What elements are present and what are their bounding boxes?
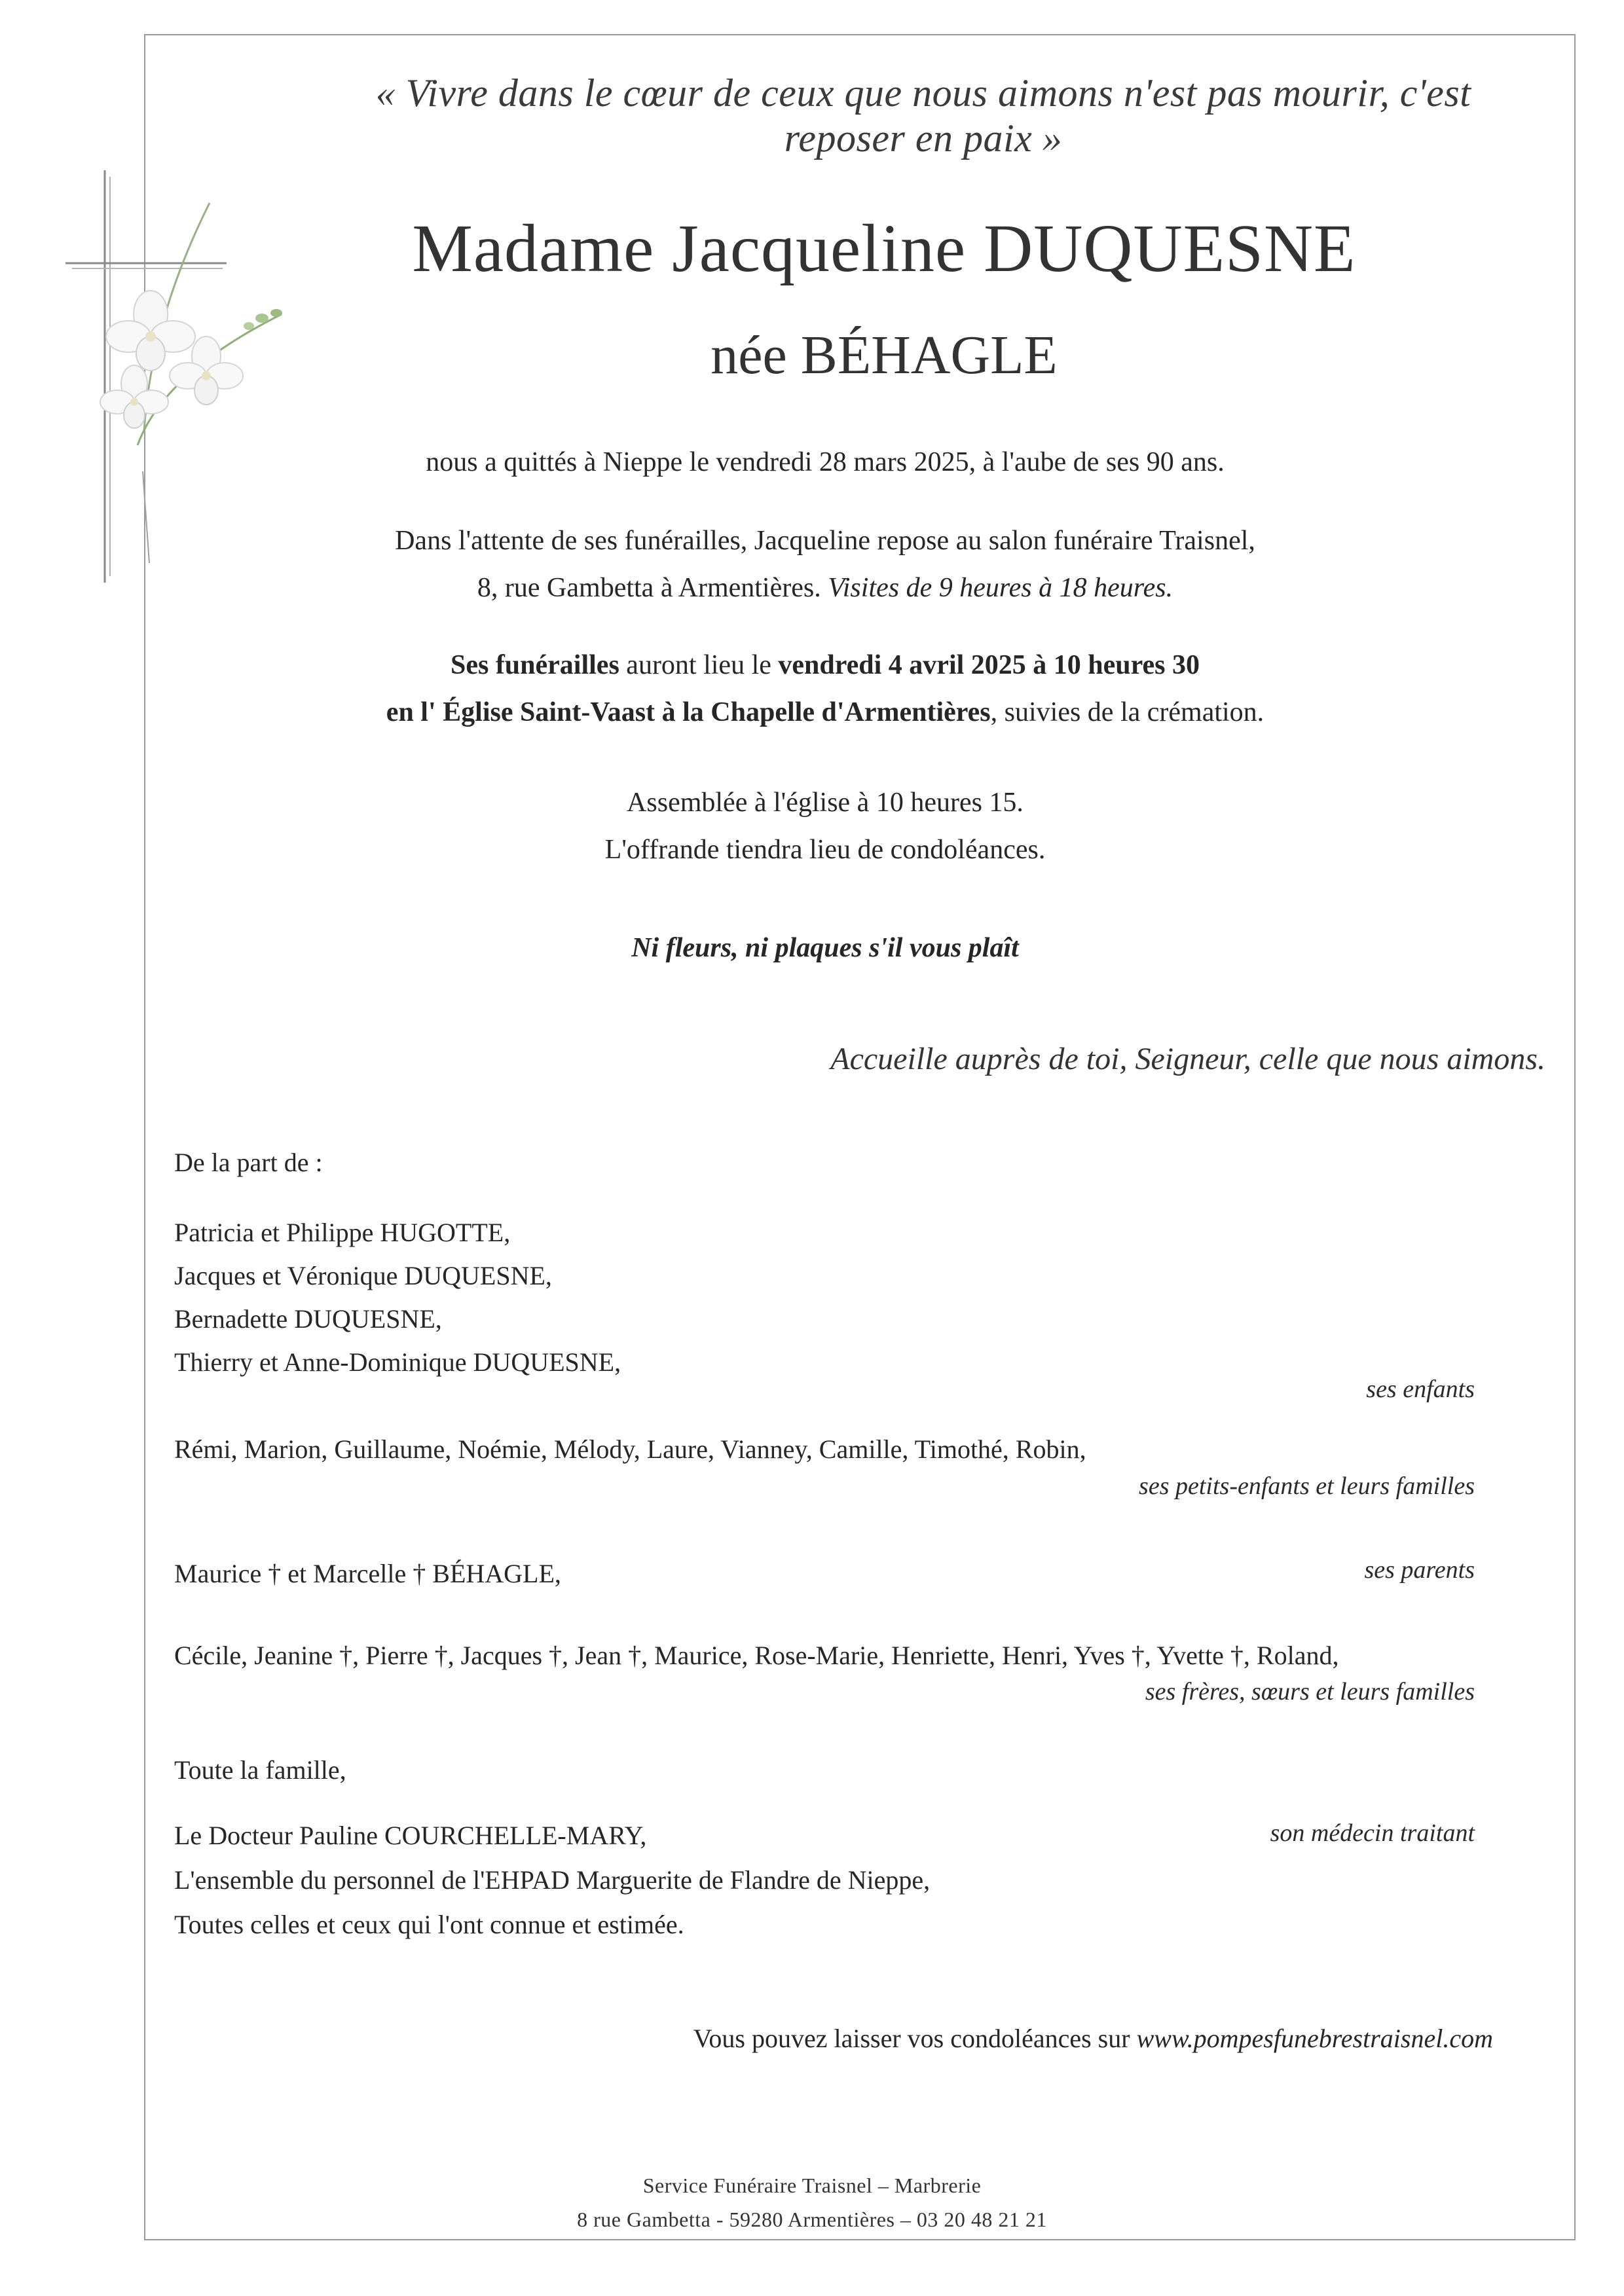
deceased-name: Madame Jacqueline DUQUESNE [412, 211, 1356, 286]
death-notice: nous a quittés à Nieppe le vendredi 28 mars 2025, à l'aube de ses 90 ans. [426, 447, 1225, 477]
children-list [174, 1211, 621, 1384]
from-label: De la part de : [174, 1148, 323, 1177]
visiting-hours: Visites de 9 heures à 18 heures. [828, 573, 1173, 603]
list-item: Bernadette DUQUESNE, [174, 1304, 442, 1334]
parents-line: Maurice † et Marcelle † BÉHAGLE, [174, 1559, 561, 1588]
rest-paragraph [288, 517, 1362, 611]
maiden-name: née BÉHAGLE [710, 325, 1058, 386]
funeral-line-1: Ses funérailles auront lieu le vendredi 4 avril 2025 à 10 heures 30 [450, 650, 1200, 680]
parents-role: ses parents [1364, 1556, 1475, 1584]
footer-company: Service Funéraire Traisnel – Marbrerie [642, 2174, 982, 2197]
funeral-line-2: en l' Église Saint-Vaast à la Chapelle d'Armentières, suivies de la crémation. [386, 697, 1264, 727]
siblings-list: Cécile, Jeanine †, Pierre †, Jacques †, Jean †, Maurice, Rose-Marie, Henriette, Henri, Yves †, Yvette †, Roland, [174, 1641, 1339, 1670]
prayer-line: Accueille auprès de toi, Seigneur, celle que nous aimons. [830, 1042, 1545, 1076]
condolences-line: Vous pouvez laisser vos condoléances sur www.pompesfunebrestraisnel.com [693, 2024, 1493, 2053]
condolences-website-link[interactable]: www.pompesfunebrestraisnel.com [1136, 2024, 1493, 2053]
others-line: Toutes celles et ceux qui l'ont connue et estimée. [174, 1910, 684, 1939]
doctor-line: Le Docteur Pauline COURCHELLE-MARY, [174, 1821, 647, 1850]
list-item: Thierry et Anne-Dominique DUQUESNE, [174, 1347, 621, 1377]
funeral-date: vendredi 4 avril 2025 à 10 heures 30 [778, 650, 1200, 680]
epitaph-quote: « Vivre dans le cœur de ceux que nous aimons n'est pas mourir, c'est reposer en paix » [375, 71, 1471, 160]
grandchildren-role: ses petits-enfants et leurs familles [1139, 1472, 1475, 1500]
footer-address: 8 rue Gambetta - 59280 Armentières – 03 20 48 21 21 [577, 2208, 1047, 2231]
list-item: Jacques et Véronique DUQUESNE, [174, 1261, 552, 1290]
grandchildren-list: Rémi, Marion, Guillaume, Noémie, Mélody, Laure, Vianney, Camille, Timothé, Robin, [174, 1434, 1086, 1464]
list-item: Patricia et Philippe HUGOTTE, [174, 1218, 511, 1247]
cross-orchid-icon [65, 157, 301, 589]
funeral-place: en l' Église Saint-Vaast à la Chapelle d'Armentières [386, 697, 991, 727]
doctor-role: son médecin traitant [1270, 1819, 1475, 1847]
children-role: ses enfants [1366, 1376, 1475, 1403]
funeral-paragraph [288, 642, 1362, 736]
rest-line-1: Dans l'attente de ses funérailles, Jacqueline repose au salon funéraire Traisnel, [395, 526, 1255, 556]
rest-line-2: 8, rue Gambetta à Armentières. Visites de 9 heures à 18 heures. [477, 573, 1173, 603]
siblings-role: ses frères, sœurs et leurs familles [1145, 1678, 1475, 1705]
assembly-paragraph: Assemblée à l'église à 10 heures 15. L'offrande tiendra lieu de condoléances. [604, 788, 1046, 865]
no-flowers-note: Ni fleurs, ni plaques s'il vous plaît [631, 933, 1019, 963]
ehpad-line: L'ensemble du personnel de l'EHPAD Marguerite de Flandre de Nieppe, [174, 1865, 931, 1895]
family-line: Toute la famille, [174, 1755, 346, 1785]
